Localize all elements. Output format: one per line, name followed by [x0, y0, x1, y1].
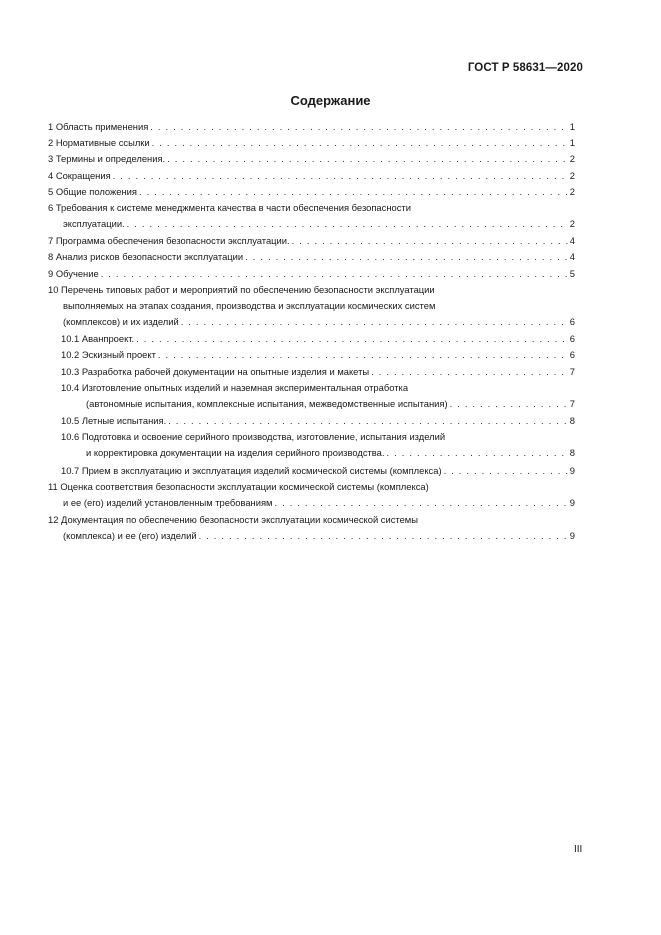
dot-leader: [292, 233, 568, 249]
toc-entry-text: 6 Требования к системе менеджмента качества в части обеспечения безопасности: [48, 201, 411, 213]
toc-page-number: 5: [569, 267, 575, 279]
dot-leader: [139, 184, 568, 200]
toc-entry-text: 8 Анализ рисков безопасности эксплуатации: [48, 251, 244, 263]
toc-entry-3[interactable]: [48, 151, 575, 167]
toc-page-number: 8: [569, 447, 575, 459]
toc-title: Содержание: [290, 93, 371, 108]
toc-entry-text: 7 Программа обеспечения безопасности эксплуатации.: [48, 235, 290, 247]
dot-leader: [371, 364, 568, 380]
toc-entry-10-4[interactable]: [48, 380, 575, 412]
toc-entry-5[interactable]: [48, 184, 575, 200]
toc-entry-10-6[interactable]: [48, 429, 575, 461]
toc-entry-6[interactable]: [48, 200, 575, 232]
toc-page-number: 9: [569, 496, 575, 508]
toc-entry-text: 10.2 Эскизный проект: [61, 349, 156, 361]
toc-entry-8[interactable]: [48, 249, 575, 265]
dot-leader: [136, 331, 568, 347]
dot-leader: [450, 396, 568, 412]
page-number: III: [574, 844, 583, 855]
toc-entry-text: 5 Общие положения: [48, 185, 137, 197]
dot-leader: [167, 151, 568, 167]
toc-entry-7[interactable]: [48, 233, 575, 249]
toc-entry-text: 10.7 Прием в эксплуатацию и эксплуатация изделий космической системы (комплекса): [61, 464, 442, 476]
toc-entry-text: 10.6 Подготовка и освоение серийного производства, изготовление, испытания изделий: [61, 431, 446, 443]
dot-leader: [245, 249, 568, 265]
toc-entry-text-cont: (комплекса) и ее (его) изделий: [63, 530, 197, 542]
toc-page-number: 7: [569, 365, 575, 377]
toc-page-number: 6: [569, 333, 575, 345]
toc-entry-text: 1 Область применения: [48, 121, 149, 132]
toc-entry-10-1[interactable]: [48, 331, 575, 347]
toc-entry-text-cont: эксплуатации.: [63, 218, 125, 230]
toc-page-number: 8: [569, 415, 575, 427]
toc-page-number: 6: [569, 349, 575, 361]
toc-entry-text: 10 Перечень типовых работ и мероприятий по обеспечению безопасности эксплуатации: [48, 283, 435, 295]
toc-entry-10-7[interactable]: [48, 463, 575, 479]
dot-leader: [444, 463, 568, 479]
standard-code: ГОСТ Р 58631—2020: [467, 62, 583, 74]
toc-entry-text-cont: и корректировка документации на изделия серийного производства.: [86, 447, 385, 459]
toc-page-number: 4: [569, 251, 575, 263]
toc-page-number: 7: [569, 397, 575, 409]
toc-entry-2[interactable]: [48, 135, 575, 151]
toc-page-number: 2: [569, 169, 575, 181]
dot-leader: [150, 119, 567, 135]
toc-entry-text-cont: и ее (его) изделий установленным требованиям: [63, 496, 273, 508]
dot-leader: [113, 168, 568, 184]
toc-entry-text: 9 Обучение: [48, 267, 99, 279]
toc-entry-10-2[interactable]: [48, 347, 575, 363]
dot-leader: [387, 445, 568, 461]
dot-leader: [158, 347, 568, 363]
toc-entry-text: 10.3 Разработка рабочей документации на опытные изделия и макеты: [61, 365, 370, 377]
toc-entry-10-5[interactable]: [48, 413, 575, 429]
toc-entry-text-cont: (комплексов) и их изделий: [63, 316, 179, 328]
dot-leader: [181, 314, 568, 330]
toc-page-number: 9: [569, 530, 575, 542]
toc-entry-text: 12 Документация по обеспечению безопасности эксплуатации космической системы: [48, 514, 418, 526]
dot-leader: [168, 413, 568, 429]
toc-page-number: 1: [569, 121, 575, 132]
table-of-contents: [48, 119, 575, 545]
dot-leader: [275, 495, 568, 511]
dot-leader: [152, 135, 568, 151]
toc-entry-text: 10.4 Изготовление опытных изделий и наземная экспериментальная отработка: [61, 381, 409, 393]
toc-entry-text: 10.5 Летные испытания.: [61, 415, 167, 427]
toc-entry-12[interactable]: [48, 512, 575, 544]
toc-page-number: 9: [569, 464, 575, 476]
dot-leader: [199, 528, 568, 544]
dot-leader: [101, 266, 568, 282]
toc-entry-text: 2 Нормативные ссылки: [48, 137, 150, 149]
toc-page-number: 2: [569, 153, 575, 165]
toc-page-number: 6: [569, 316, 575, 328]
dot-leader: [127, 216, 568, 232]
toc-entry-text-cont: (автономные испытания, комплексные испытания, межведомственные испытания): [86, 397, 448, 409]
toc-entry-11[interactable]: [48, 479, 575, 511]
toc-entry-10[interactable]: [48, 282, 575, 331]
toc-entry-text: 11 Оценка соответствия безопасности эксплуатации космической системы (комплекса): [48, 480, 429, 492]
toc-entry-text: 10.1 Аванпроект.: [61, 333, 135, 345]
toc-entry-text: 3 Термины и определения.: [48, 153, 166, 165]
toc-page-number: 2: [569, 218, 575, 230]
toc-entry-10-3[interactable]: [48, 364, 575, 380]
toc-entry-9[interactable]: [48, 266, 575, 282]
toc-entry-text-cont: выполняемых на этапах создания, производства и эксплуатации космических систем: [63, 299, 436, 311]
toc-entry-4[interactable]: [48, 168, 575, 184]
toc-entry-1[interactable]: [48, 119, 575, 135]
toc-page-number: 2: [569, 185, 575, 197]
toc-page-number: 4: [569, 235, 575, 247]
toc-page-number: 1: [569, 137, 575, 149]
toc-entry-text: 4 Сокращения: [48, 169, 111, 181]
